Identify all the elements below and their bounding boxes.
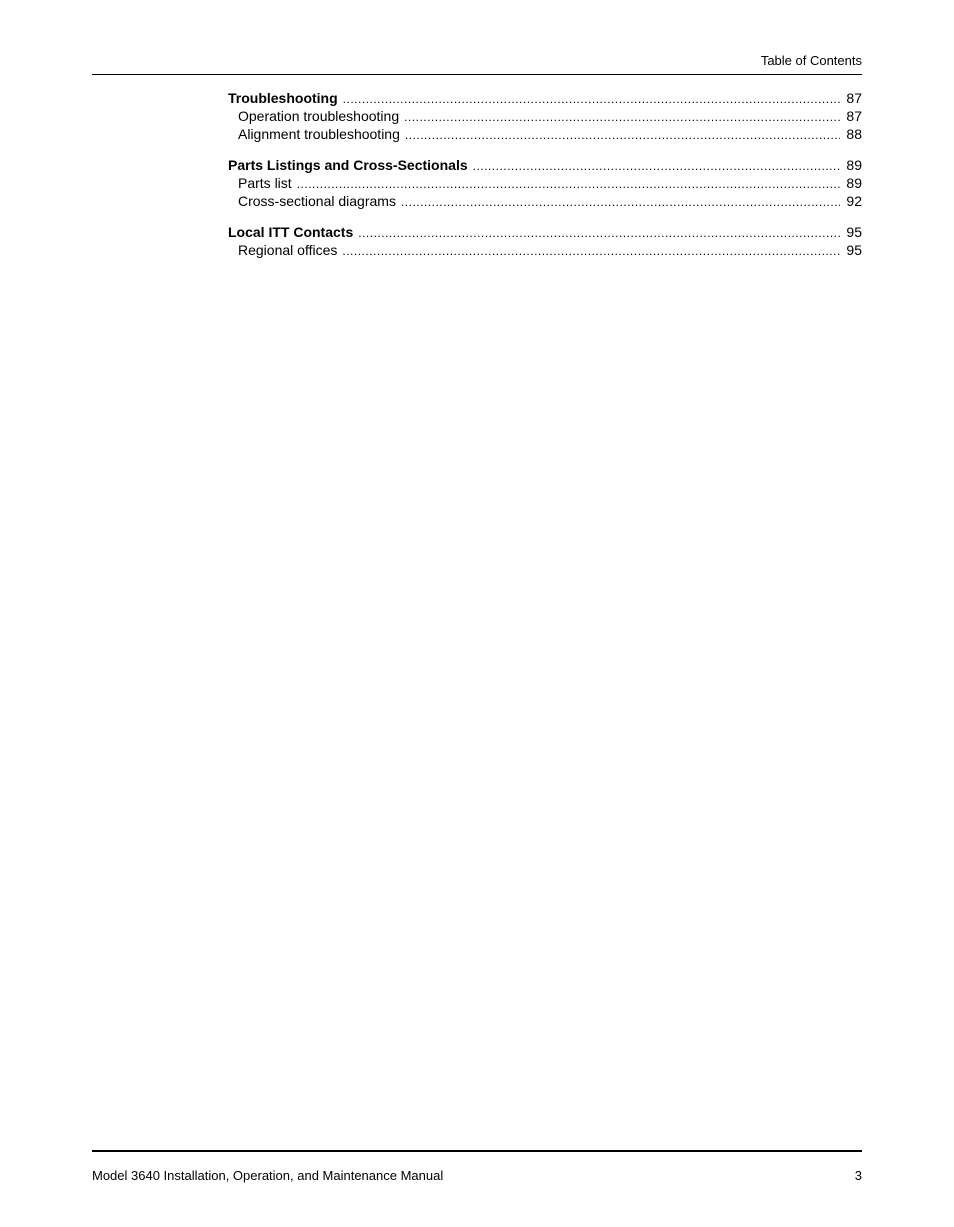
toc-section-local-itt-contacts xyxy=(228,223,862,259)
toc-entry-title: Cross-sectional diagrams xyxy=(238,193,396,209)
page-footer xyxy=(92,1150,862,1183)
toc-entry-title: Parts list xyxy=(238,175,292,191)
toc-entry-local-itt-contacts[interactable] xyxy=(228,223,862,241)
toc-entry-regional-offices[interactable] xyxy=(228,241,862,259)
toc-entry-title: Parts Listings and Cross-Sectionals xyxy=(228,157,468,173)
toc-entry-parts-listings[interactable] xyxy=(228,156,862,174)
toc-entry-page: 89 xyxy=(846,175,862,191)
toc-leader-dots xyxy=(405,126,841,143)
toc-entry-troubleshooting[interactable] xyxy=(228,89,862,107)
toc-leader-dots xyxy=(404,108,840,125)
page-header xyxy=(92,52,862,75)
toc-leader-dots xyxy=(343,90,841,107)
toc-entry-page: 92 xyxy=(846,193,862,209)
toc-leader-dots xyxy=(342,242,840,259)
toc-entry-title: Troubleshooting xyxy=(228,90,338,106)
toc-entry-page: 87 xyxy=(846,90,862,106)
header-title: Table of Contents xyxy=(760,53,862,68)
toc-entry-alignment-troubleshooting[interactable] xyxy=(228,125,862,143)
toc-entry-page: 95 xyxy=(846,242,862,258)
toc-entry-title: Regional offices xyxy=(238,242,338,258)
toc-entry-page: 88 xyxy=(846,126,862,142)
toc-entry-page: 87 xyxy=(846,108,862,124)
toc-leader-dots xyxy=(401,193,840,210)
toc-entry-page: 89 xyxy=(846,157,862,173)
toc-section-parts-listings xyxy=(228,156,862,210)
toc-entry-title: Local ITT Contacts xyxy=(228,224,354,240)
toc-leader-dots xyxy=(297,175,841,192)
toc-leader-dots xyxy=(473,157,841,174)
toc-entry-title: Alignment troubleshooting xyxy=(238,126,400,142)
toc-entry-parts-list[interactable] xyxy=(228,174,862,192)
toc-section-troubleshooting xyxy=(228,89,862,143)
toc-entry-title: Operation troubleshooting xyxy=(238,108,400,124)
footer-page-number: 3 xyxy=(854,1168,862,1183)
table-of-contents xyxy=(228,89,862,272)
toc-entry-page: 95 xyxy=(846,224,862,240)
toc-entry-operation-troubleshooting[interactable] xyxy=(228,107,862,125)
toc-leader-dots xyxy=(358,224,840,241)
footer-manual-title: Model 3640 Installation, Operation, and Maintenance Manual xyxy=(92,1168,444,1183)
toc-entry-cross-sectional-diagrams[interactable] xyxy=(228,192,862,210)
